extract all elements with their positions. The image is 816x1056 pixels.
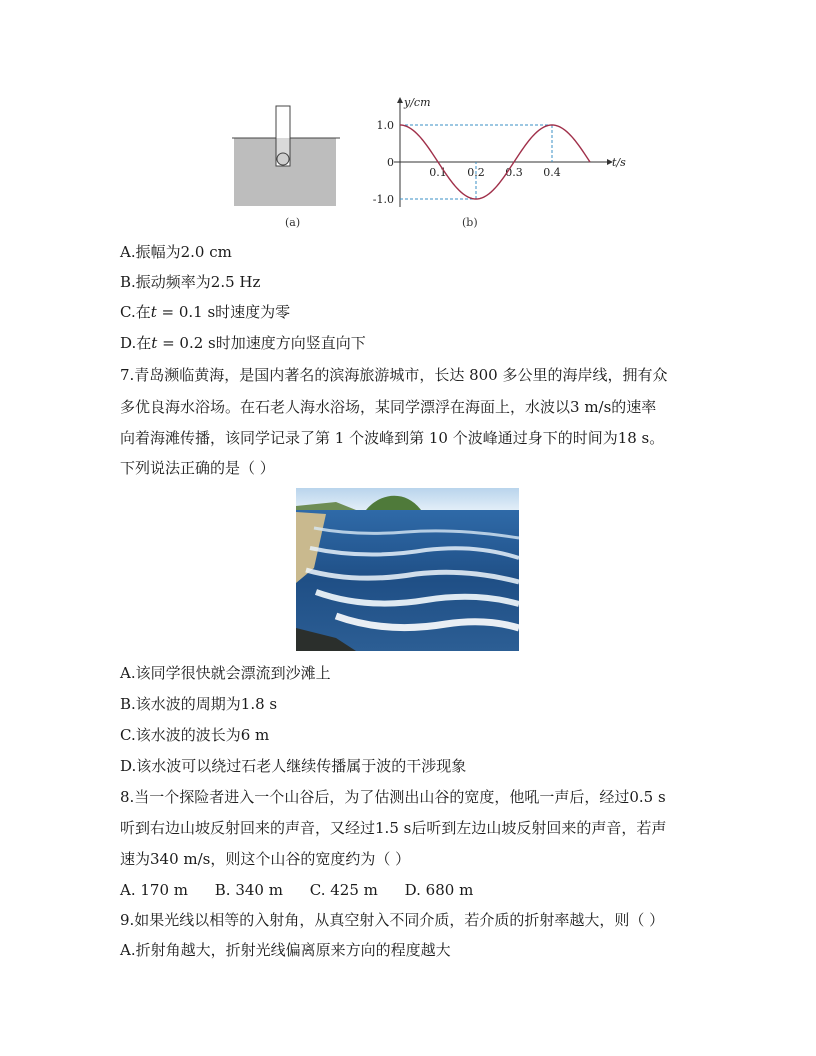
y-tick-label: 1.0 [376, 119, 394, 132]
y-tick-label: -1.0 [372, 193, 394, 206]
x-tick-label: 0.4 [543, 166, 561, 179]
q8-options-row [120, 880, 495, 900]
q8-stem-line-3: 速为340 m/s，则这个山谷的宽度约为（ ） [120, 850, 411, 868]
q6-option-d: D.在t = 0.2 s时加速度方向竖直向下 [120, 334, 366, 352]
figure-b-wave-chart [360, 92, 626, 232]
q8-option-c: C. 425 m [309, 881, 378, 899]
q6-option-b: B.振动频率为2.5 Hz [120, 273, 261, 291]
sea-beach-photo [296, 488, 519, 651]
x-tick-label: 0.3 [505, 166, 523, 179]
q7-option-c: C.该水波的波长为6 m [120, 726, 270, 744]
q8-stem-line-2: 听到右边山坡反射回来的声音，又经过1.5 s后听到左边山坡反射回来的声音，若声 [120, 819, 667, 837]
q6-option-a: A.振幅为2.0 cm [120, 243, 232, 261]
q7-option-a: A.该同学很快就会漂流到沙滩上 [120, 664, 331, 682]
q6-option-c: C.在t = 0.1 s时速度为零 [120, 303, 291, 321]
figure-b-caption: (b) [462, 216, 478, 229]
q7-stem-line-1: 7.青岛濒临黄海，是国内著名的滨海旅游城市，长达 800 多公里的海岸线，拥有众 [120, 366, 668, 384]
q7-stem-line-3: 向着海滩传播，该同学记录了第 1 个波峰到第 10 个波峰通过身下的时间为18 s。 [120, 429, 665, 447]
x-tick-label: 0.2 [467, 166, 485, 179]
q7-stem-line-4: 下列说法正确的是（ ） [120, 459, 275, 477]
q7-option-b: B.该水波的周期为1.8 s [120, 695, 278, 713]
figure-a-caption: (a) [285, 216, 301, 229]
q8-stem-line-1: 8.当一个探险者进入一个山谷后，为了估测出山谷的宽度，他吼一声后，经过0.5 s [120, 788, 666, 806]
q7-option-d: D.该水波可以绕过石老人继续传播属于波的干涉现象 [120, 757, 467, 775]
x-axis-label: t/s [612, 156, 626, 169]
x-tick-label: 0.1 [429, 166, 447, 179]
q8-option-a: A. 170 m [120, 881, 188, 899]
q9-option-a: A.折射角越大，折射光线偏离原来方向的程度越大 [120, 941, 451, 959]
q7-stem-line-2: 多优良海水浴场。在石老人海水浴场，某同学漂浮在海面上，水波以3 m/s的速率 [120, 398, 657, 416]
q8-option-d: D. 680 m [404, 881, 474, 899]
y-tick-label: 0 [387, 156, 394, 169]
tube-bulb [277, 153, 289, 165]
figure-a-tube-in-water [228, 102, 346, 232]
q8-option-b: B. 340 m [214, 881, 283, 899]
q9-stem-line-1: 9.如果光线以相等的入射角，从真空射入不同介质，若介质的折射率越大，则（ ） [120, 911, 665, 929]
y-axis-label: y/cm [404, 96, 431, 109]
